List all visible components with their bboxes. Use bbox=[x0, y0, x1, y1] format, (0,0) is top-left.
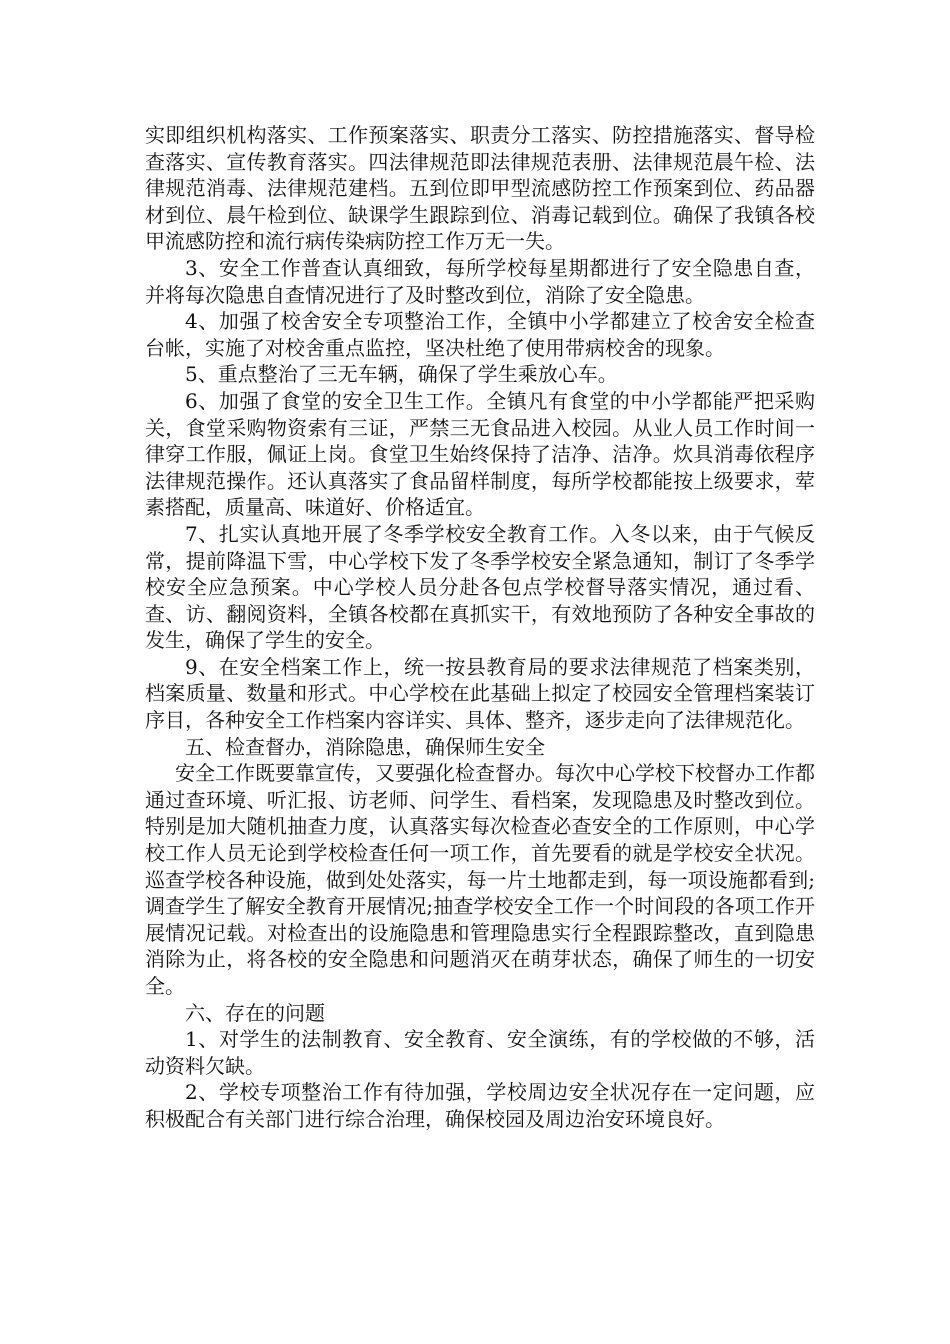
paragraph-epidemic-prevention: 实即组织机构落实、工作预案落实、职责分工落实、防控措施落实、督导检查落实、宣传教育落实。四法律规范即法律规范表册、法律规范晨午检、法律规范消毒、法律规范建档。五到位即甲型流感防控工作预案到位、药品器材到位、晨午检到位、缺课学生跟踪到位、消毒记载到位。确保了我镇各校甲流感防控和流行病传染病防控工作万无一失。 bbox=[145, 123, 815, 254]
section-heading-6: 六、存在的问题 bbox=[185, 1000, 325, 1025]
paragraph-item-6: 6、加强了食堂的安全卫生工作。全镇凡有食堂的中小学都能严把采购关，食堂采购物资索有三证，严禁三无食品进入校园。从业人员工作时间一律穿工作服，佩证上岗。食堂卫生始终保持了洁净、洁净。炊具消毒依程序法律规范操作。还认真落实了食品留样制度，每所学校都能按上级要求，荤素搭配，质量高、味道好、价格适宜。 bbox=[145, 388, 815, 520]
paragraph-item-5: 5、重点整治了三无车辆，确保了学生乘放心车。 bbox=[185, 362, 618, 387]
paragraph-inspection: 安全工作既要靠宣传，又要强化检查督办。每次中心学校下校督办工作都通过查环境、听汇报、访老师、问学生、看档案，发现隐患及时整改到位。特别是加大随机抽查力度，认真落实每次检查必查安全的工作原则，中心学校工作人员无论到学校检查任何一项工作，首先要看的就是学校安全状况。巡查学校各种设施，做到处处落实，每一片土地都走到，每一项设施都看到;调查学生了解安全教育开展情况;抽查学校安全工作一个时间段的各项工作开展情况记载。对检查出的设施隐患和管理隐患实行全程跟踪整改，直到隐患消除为止，将各校的安全隐患和问题消灭在萌芽状态，确保了师生的一切安全。 bbox=[145, 761, 815, 998]
paragraph-item-9: 9、在安全档案工作上，统一按县教育局的要求法律规范了档案类别，档案质量、数量和形式。中心学校在此基础上拟定了校园安全管理档案装订序目，各种安全工作档案内容详实、具体、整齐，逐步走向了法律规范化。 bbox=[145, 654, 815, 733]
paragraph-problem-2: 2、学校专项整治工作有待加强，学校周边安全状况存在一定问题，应积极配合有关部门进行综合治理，确保校园及周边治安环境良好。 bbox=[145, 1080, 815, 1131]
paragraph-item-4: 4、加强了校舍安全专项整治工作，全镇中小学都建立了校舍安全检查台帐，实施了对校舍重点监控，坚决杜绝了使用带病校舍的现象。 bbox=[145, 309, 815, 360]
paragraph-problem-1: 1、对学生的法制教育、安全教育、安全演练，有的学校做的不够，活动资料欠缺。 bbox=[145, 1027, 815, 1078]
section-heading-5: 五、检查督办，消除隐患，确保师生安全 bbox=[185, 734, 545, 759]
paragraph-item-7: 7、扎实认真地开展了冬季学校安全教育工作。入冬以来，由于气候反常，提前降温下雪，中心学校下发了冬季学校安全紧急通知，制订了冬季学校安全应急预案。中心学校人员分赴各包点学校督导落实情况，通过看、查、访、翻阅资料，全镇各校都在真抓实干，有效地预防了各种安全事故的发生，确保了学生的安全。 bbox=[145, 521, 815, 653]
document-body bbox=[145, 122, 815, 1133]
paragraph-item-3: 3、安全工作普查认真细致，每所学校每星期都进行了安全隐患自查，并将每次隐患自查情况进行了及时整改到位，消除了安全隐患。 bbox=[145, 255, 815, 307]
